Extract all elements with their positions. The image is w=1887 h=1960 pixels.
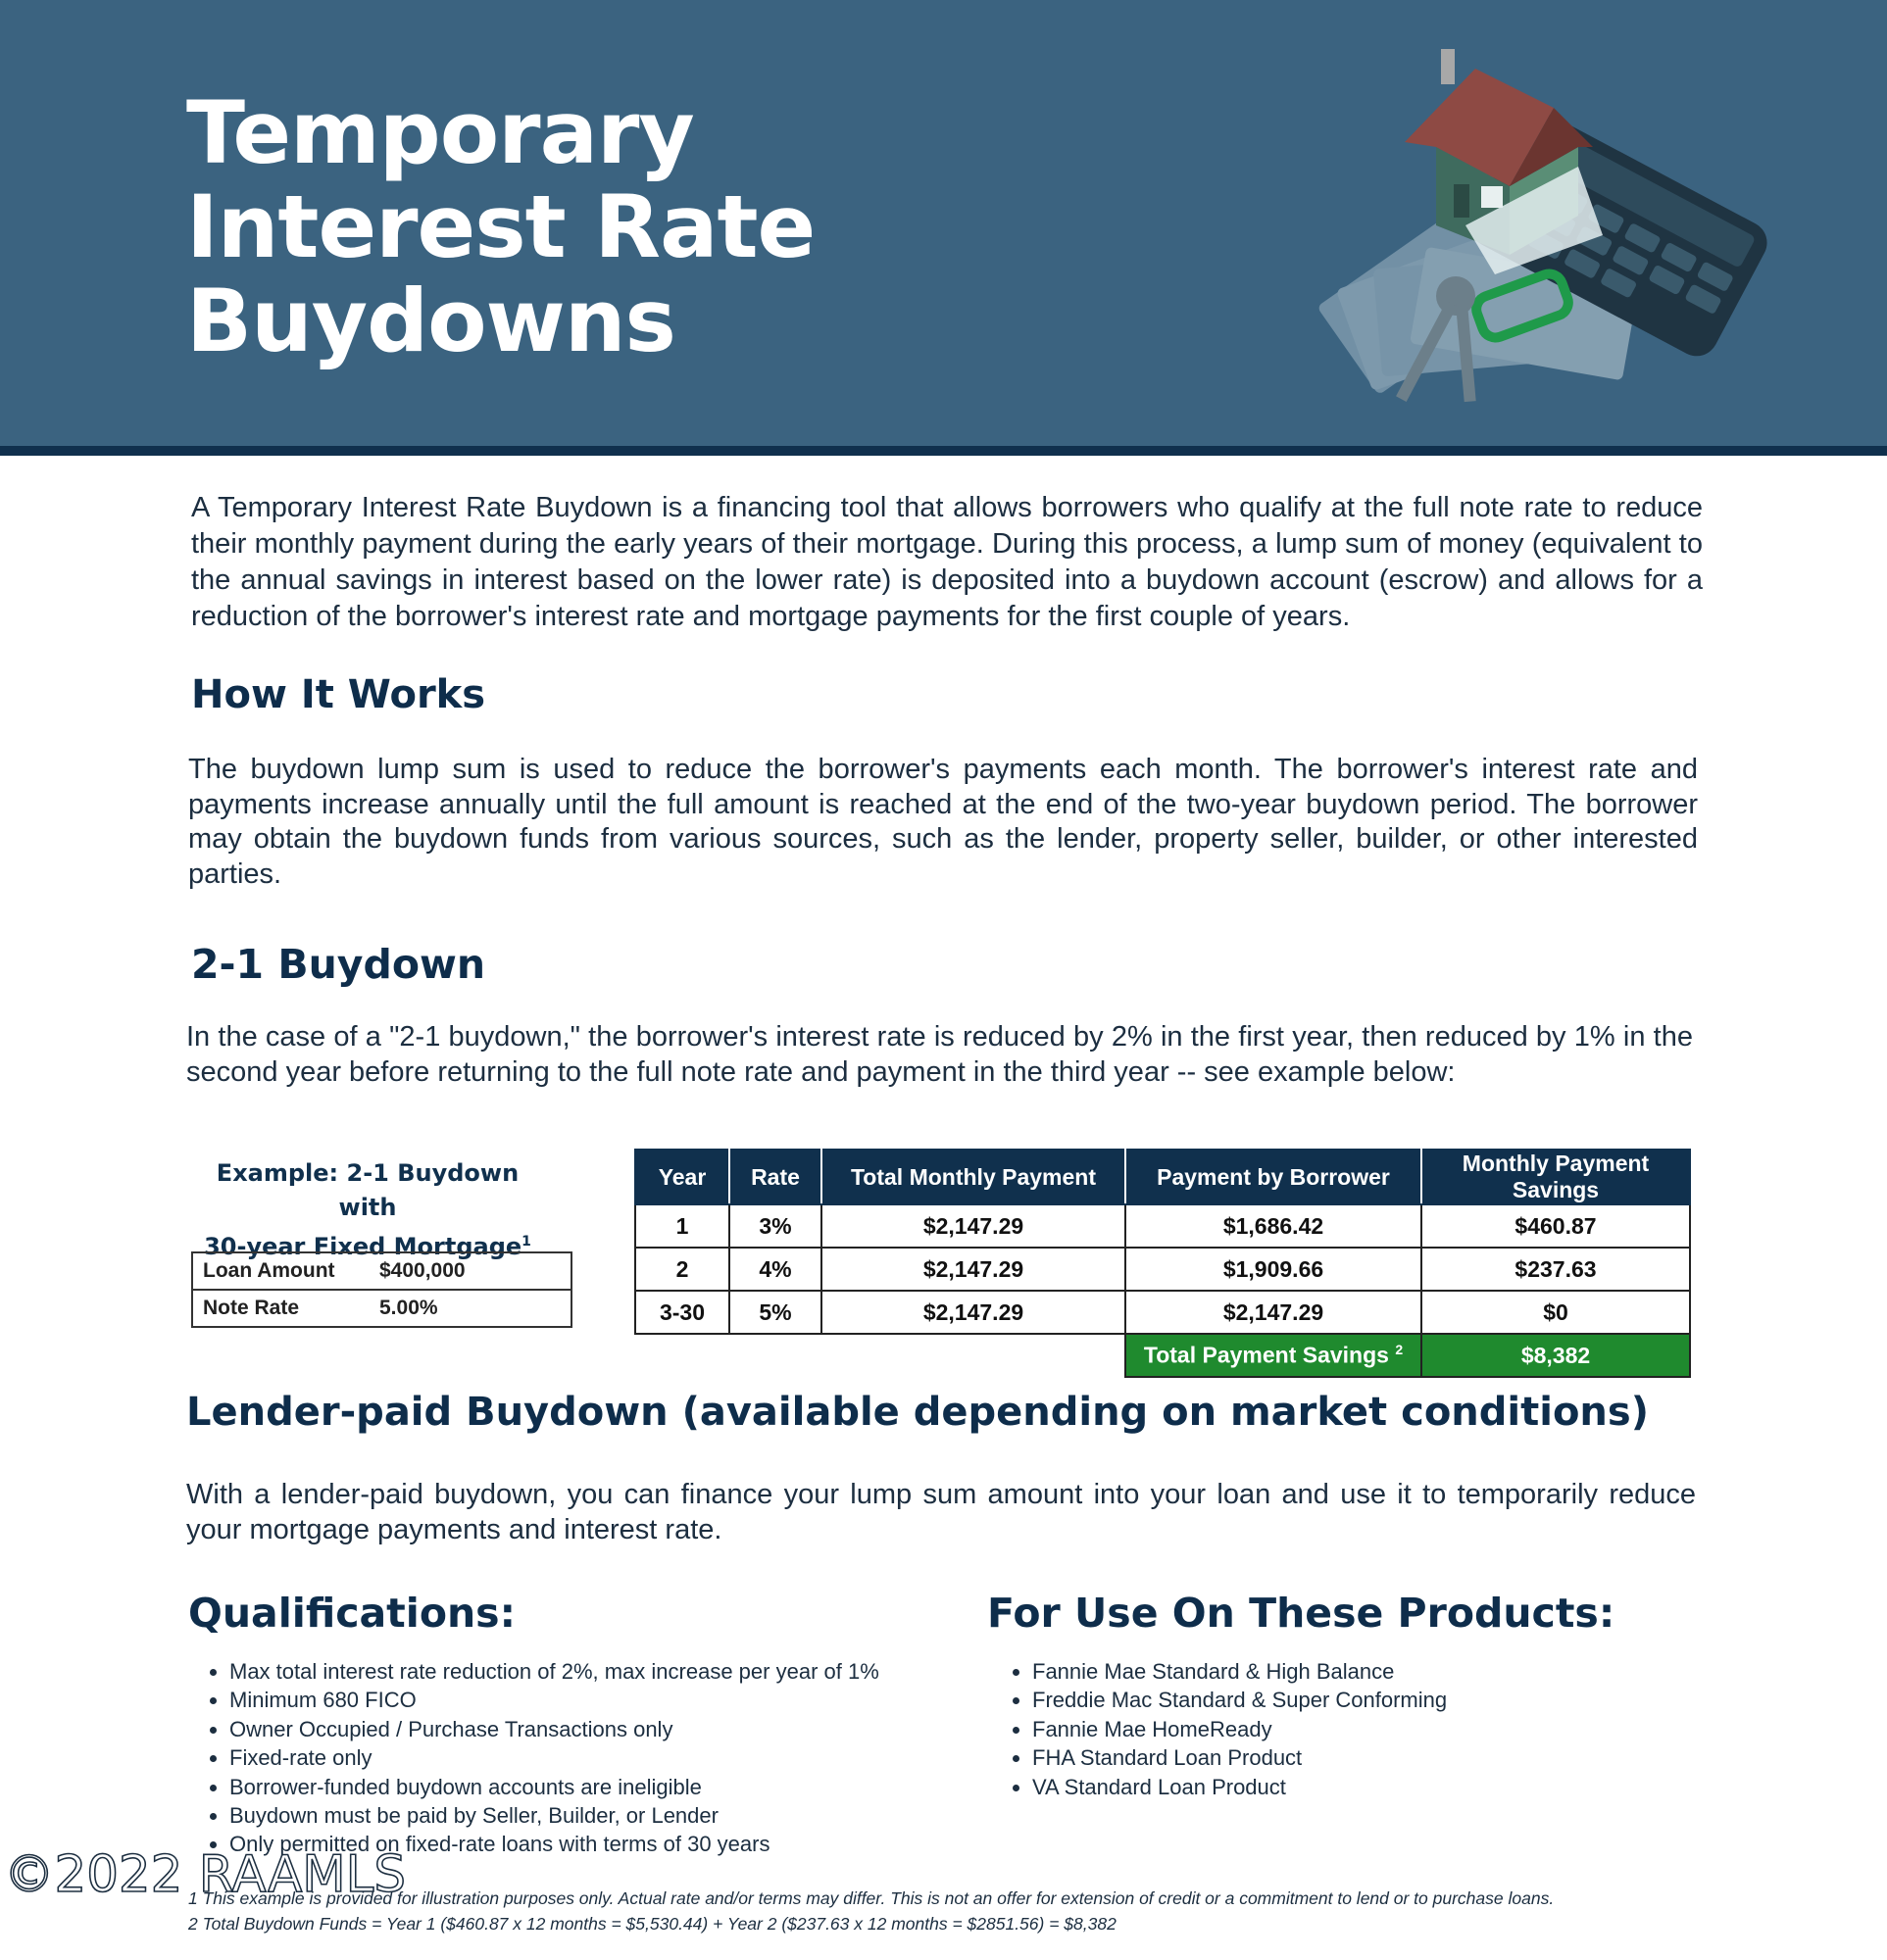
how-it-works-heading: How It Works xyxy=(191,672,486,717)
table-row xyxy=(635,1248,1690,1291)
blank-cell xyxy=(635,1334,729,1377)
total-row xyxy=(635,1334,1690,1377)
list-item: • Freddie Mac Standard & Super Conforming xyxy=(1032,1686,1718,1714)
footnote-ref-1: 1 xyxy=(521,1234,531,1250)
lender-paid-body: With a lender-paid buydown, you can finance your lump sum amount into your loan and use it to temporarily reduce your mortgage payments and interest rate. xyxy=(186,1479,1696,1545)
list-item: • Fixed-rate only xyxy=(229,1743,1053,1772)
footnote-2: 2 Total Buydown Funds = Year 1 ($460.87 x 12 months = $5,530.44) + Year 2 ($237.63 x 12 months = $2851.56) = $8,382 xyxy=(188,1914,1117,1934)
column-header-monthly-payment-savings: Monthly Payment Savings xyxy=(1421,1150,1690,1204)
loan-details-table xyxy=(191,1251,572,1328)
column-header-year: Year xyxy=(635,1150,729,1204)
cell-year: 1 xyxy=(635,1204,729,1248)
list-item: • Minimum 680 FICO xyxy=(229,1686,1053,1714)
cell-borrower-payment: $2,147.29 xyxy=(1125,1291,1421,1334)
example-caption-text: 30-year Fixed Mortgage xyxy=(204,1233,522,1260)
buydown-schedule-table xyxy=(634,1149,1691,1378)
blank-cell xyxy=(729,1334,821,1377)
list-item: • Buydown must be paid by Seller, Builder, or Lender xyxy=(229,1801,1053,1830)
column-header-rate: Rate xyxy=(729,1150,821,1204)
two-one-buydown-body: In the case of a "2-1 buydown," the borrower's interest rate is reduced by 2% in the first year, then reduced by 1% in the second year before returning to the full note rate and payment in the third year -- see example below: xyxy=(186,1021,1693,1088)
cell-savings: $237.63 xyxy=(1421,1248,1690,1291)
note-rate-value: 5.00% xyxy=(370,1290,571,1327)
total-payment-savings-label xyxy=(1125,1334,1421,1377)
cell-savings: $460.87 xyxy=(1421,1204,1690,1248)
cell-savings: $0 xyxy=(1421,1291,1690,1334)
table-row xyxy=(635,1291,1690,1334)
cell-rate: 4% xyxy=(729,1248,821,1291)
note-rate-row xyxy=(192,1290,571,1327)
example-caption xyxy=(186,1156,549,1264)
column-header-payment-by-borrower: Payment by Borrower xyxy=(1125,1150,1421,1204)
list-item: • Only permitted on fixed-rate loans with terms of 30 years xyxy=(229,1830,1053,1858)
blank-cell xyxy=(821,1334,1125,1377)
watermark-text: ©2022 RAAMLS xyxy=(4,1845,406,1901)
list-item: • Max total interest rate reduction of 2%, max increase per year of 1% xyxy=(229,1657,1053,1686)
column-header-total-monthly-payment: Total Monthly Payment xyxy=(821,1150,1125,1204)
title-line-2: Interest Rate xyxy=(186,176,816,277)
example-caption-line-1: Example: 2-1 Buydown with xyxy=(216,1159,520,1221)
footnote-ref-2: 2 xyxy=(1395,1342,1404,1358)
header-divider xyxy=(0,446,1887,456)
cell-total-payment: $2,147.29 xyxy=(821,1204,1125,1248)
intro-paragraph: A Temporary Interest Rate Buydown is a financing tool that allows borrowers who qualify at the full note rate to reduce their monthly payment during the early years of their mortgage. During this process, a lump sum of money (equivalent to the annual savings in interest based on the lower rate) is deposited into a buydown account (escrow) and allows for a reduction of the borrower's interest rate and mortgage payments for the first couple of years. xyxy=(191,492,1703,632)
loan-amount-value: $400,000 xyxy=(370,1252,571,1290)
cell-borrower-payment: $1,909.66 xyxy=(1125,1248,1421,1291)
title-line-1: Temporary xyxy=(186,82,694,183)
list-item: • Owner Occupied / Purchase Transactions only xyxy=(229,1715,1053,1743)
total-payment-savings-value: $8,382 xyxy=(1421,1334,1690,1377)
table-header-row xyxy=(635,1150,1690,1204)
cell-total-payment: $2,147.29 xyxy=(821,1291,1125,1334)
cell-year: 2 xyxy=(635,1248,729,1291)
total-label-text: Total Payment Savings xyxy=(1143,1342,1389,1368)
qualifications-list xyxy=(186,1657,1053,1859)
list-item: • VA Standard Loan Product xyxy=(1032,1773,1718,1801)
products-heading: For Use On These Products: xyxy=(987,1590,1615,1637)
loan-amount-label: Loan Amount xyxy=(192,1252,370,1290)
qualifications-heading: Qualifications: xyxy=(188,1590,516,1637)
two-one-buydown-heading: 2-1 Buydown xyxy=(191,941,486,988)
title-line-3: Buydowns xyxy=(186,270,675,371)
cell-rate: 3% xyxy=(729,1204,821,1248)
footnote-1: 1 This example is provided for illustration purposes only. Actual rate and/or terms may differ. This is not an offer for extension of credit or a commitment to lend or to purchase loans. xyxy=(188,1888,1555,1908)
products-list xyxy=(989,1657,1718,1801)
cell-year: 3-30 xyxy=(635,1291,729,1334)
note-rate-label: Note Rate xyxy=(192,1290,370,1327)
cell-borrower-payment: $1,686.42 xyxy=(1125,1204,1421,1248)
cell-rate: 5% xyxy=(729,1291,821,1334)
table-row xyxy=(635,1204,1690,1248)
loan-amount-row xyxy=(192,1252,571,1290)
lender-paid-heading: Lender-paid Buydown (available depending on market conditions) xyxy=(186,1390,1649,1435)
cell-total-payment: $2,147.29 xyxy=(821,1248,1125,1291)
list-item: • FHA Standard Loan Product xyxy=(1032,1743,1718,1772)
list-item: • Fannie Mae HomeReady xyxy=(1032,1715,1718,1743)
house-keys-calculator-illustration xyxy=(1309,39,1769,412)
how-it-works-body: The buydown lump sum is used to reduce the borrower's payments each month. The borrower's interest rate and payments increase annually until the full amount is reached at the end of the two-year buydown period. The borrower may obtain the buydown funds from various sources, such as the lender, property seller, builder, or other interested parties. xyxy=(188,754,1698,890)
list-item: • Fannie Mae Standard & High Balance xyxy=(1032,1657,1718,1686)
page-title xyxy=(186,82,970,371)
list-item: • Borrower-funded buydown accounts are ineligible xyxy=(229,1773,1053,1801)
